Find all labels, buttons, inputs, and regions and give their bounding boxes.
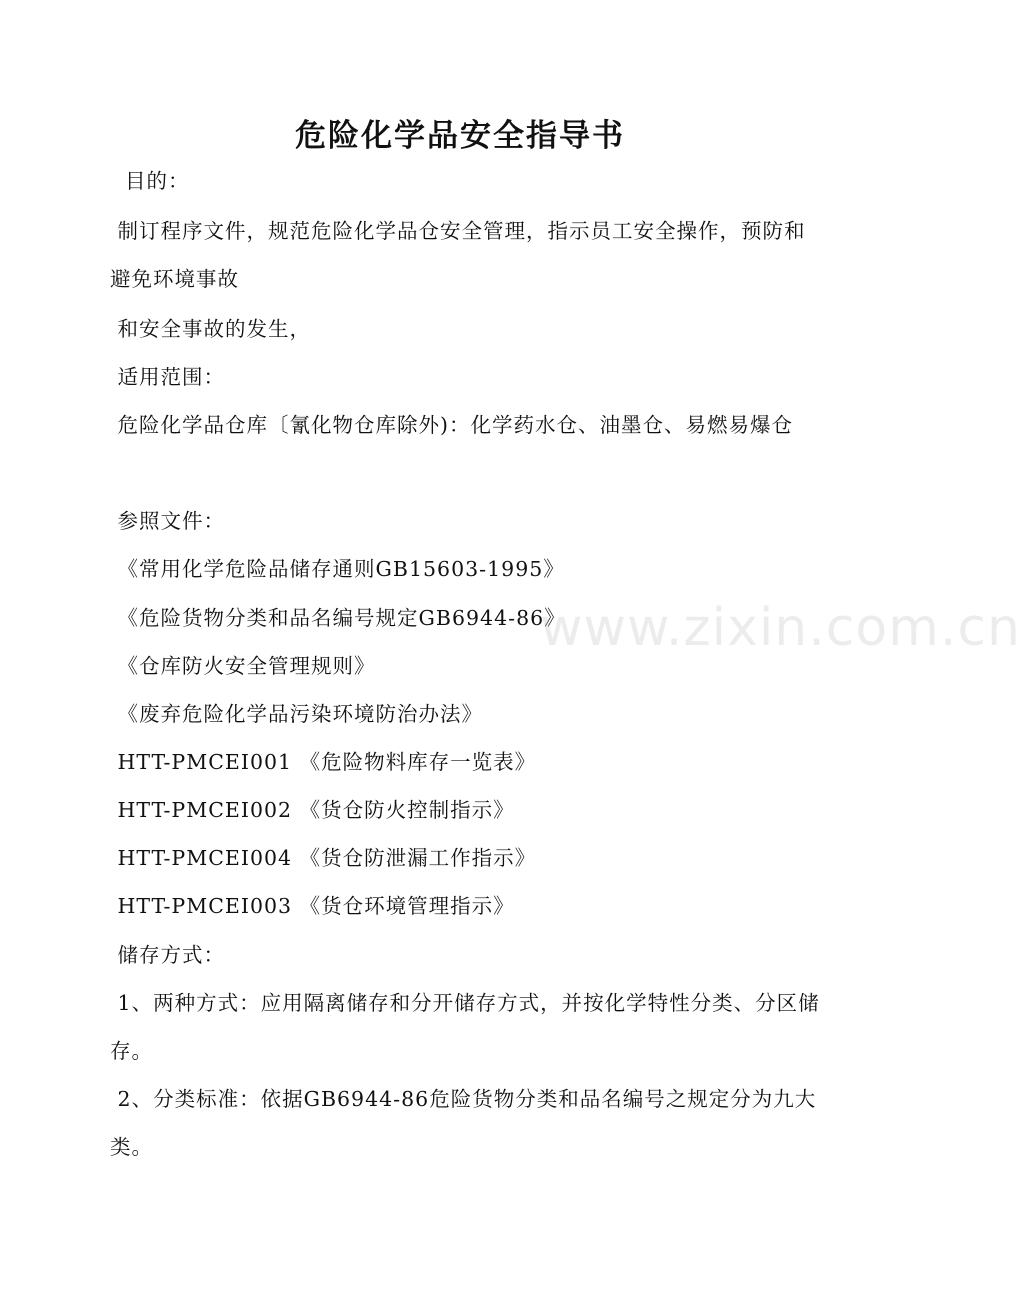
reference-item: HTT-PMCEI001 《危险物料库存一览表》: [110, 750, 537, 774]
paragraph-purpose-text: 制订程序文件，规范危险化学品仓安全管理，指示员工安全操作，预防和避免环境事故: [110, 219, 806, 291]
reference-item: 《危险货物分类和品名编号规定GB6944-86》: [110, 606, 566, 630]
reference-item: HTT-PMCEI002 《货仓防火控制指示》: [110, 798, 515, 822]
document-title: 危险化学品安全指导书: [295, 118, 625, 154]
paragraph-purpose-heading: 目的：: [110, 169, 190, 193]
paragraph-scope-text: 危险化学品仓库〔氰化物仓库除外)：化学药水仓、油墨仓、易燃易爆仓: [110, 413, 794, 437]
paragraph-storage-item-2: 2、分类标准：依据GB6944-86危险货物分类和品名编号之规定分为九大类。: [110, 1087, 817, 1159]
paragraph-reference-heading: 参照文件：: [110, 509, 226, 533]
paragraph-storage-item-1: 1、两种方式：应用隔离储存和分开储存方式，并按化学特性分类、分区储存。: [110, 991, 820, 1063]
reference-item: HTT-PMCEI004 《货仓防泄漏工作指示》: [110, 846, 537, 870]
paragraph-storage-heading: 储存方式：: [110, 943, 226, 967]
paragraph-purpose-text-cont: 和安全事故的发生，: [110, 317, 312, 341]
paragraph-scope-heading: 适用范围：: [110, 365, 226, 389]
watermark: www.zixin.com.cn: [540, 598, 1021, 658]
reference-item: 《常用化学危险品储存通则GB15603-1995》: [110, 557, 565, 581]
reference-item: 《废弃危险化学品污染环境防治办法》: [110, 702, 484, 726]
reference-item: 《仓库防火安全管理规则》: [110, 654, 376, 678]
reference-item: HTT-PMCEI003 《货仓环境管理指示》: [110, 894, 515, 918]
